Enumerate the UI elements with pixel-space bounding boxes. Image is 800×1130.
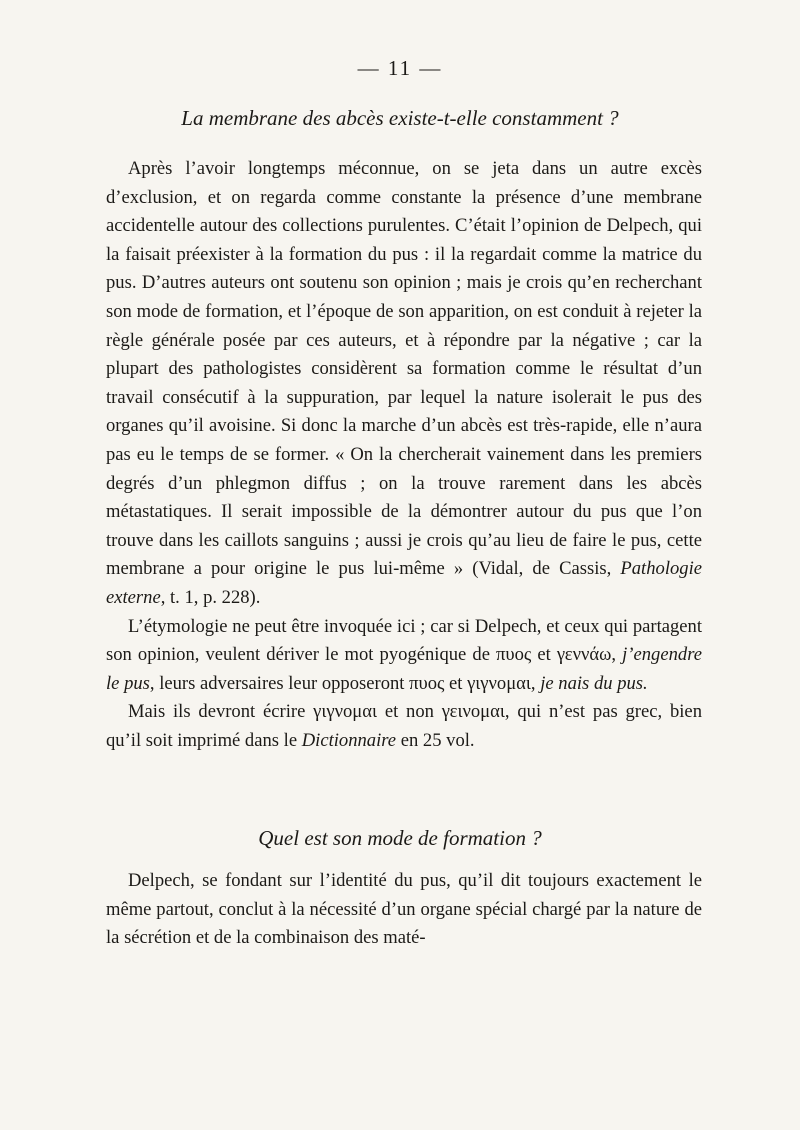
italic-run: Pathologie externe: [106, 558, 702, 608]
italic-run: je nais du pus.: [540, 672, 648, 694]
section-title-formation: Quel est son mode de formation ?: [258, 826, 542, 850]
text-run: Après l’avoir longtemps méconnue, on se jeta dans un autre excès d’exclusion, et on regarda comme constante la présence d’une membrane accidentelle autour des collections purulentes. C’était l’opinion de Delpech, qui la faisait préexister à la formation du pus : il la regardait comme la matrice du pus. D’autres auteurs ont soutenu son opinion ; mais je crois qu’en recherchant son mode de formation, et l’époque de son apparition, on est conduit à rejeter la règle générale posée par ces auteurs, et à répondre par la négative ; car la plupart des pathologistes considèrent sa formation comme le résultat d’un travail consécutif à la suppuration, par lequel la nature isolerait le pus des organes qu’il avoisine. Si donc la marche d’un abcès est très-rapide, elle n’aura pas eu le temps de se former. « On la chercherait vainement dans les premiers degrés d’un phlegmon diffus ; on la trouve rarement dans les abcès métastatiques. Il serait impossible de la démontrer autour du pus que l’on trouve dans les caillots sanguins ; aussi je crois qu’au lieu de faire le pus, cette membrane a pour origine le pus lui-même » (Vidal, de Cassis,: [106, 158, 702, 580]
paragraph: [106, 698, 702, 755]
paragraph: [106, 613, 702, 699]
text-run: Delpech, se fondant sur l’identité du pus, qu’il dit toujours exactement le même partout, conclut à la nécessité d’un organe spécial chargé par la nature de la sécrétion et de la combinaison des maté-: [106, 870, 702, 949]
page-number: — 11 —: [357, 56, 443, 80]
text-run: L’étymologie ne peut être invoquée ici ; car si Delpech, et ceux qui partagent son opinion, veulent dériver le mot pyogénique de πυος et γεννάω,: [106, 615, 702, 666]
text-run: , leurs adversaires leur opposeront πυος et γιγνομαι,: [149, 672, 541, 694]
section-title-membrane: La membrane des abcès existe-t-elle constamment ?: [181, 106, 619, 130]
paragraph: [106, 867, 702, 953]
section-body-membrane: [106, 155, 702, 755]
section-body-formation: [106, 867, 702, 953]
text-run: , t. 1, p. 228).: [160, 586, 261, 608]
text-run: en 25 vol.: [396, 729, 475, 751]
italic-run: j’engendre le pus: [106, 644, 702, 694]
italic-run: Dictionnaire: [301, 729, 397, 751]
paragraph: [106, 155, 702, 613]
text-run: Mais ils devront écrire γιγνομαι et non γεινομαι, qui n’est pas grec, bien qu’il soit imprimé dans le: [106, 701, 702, 751]
